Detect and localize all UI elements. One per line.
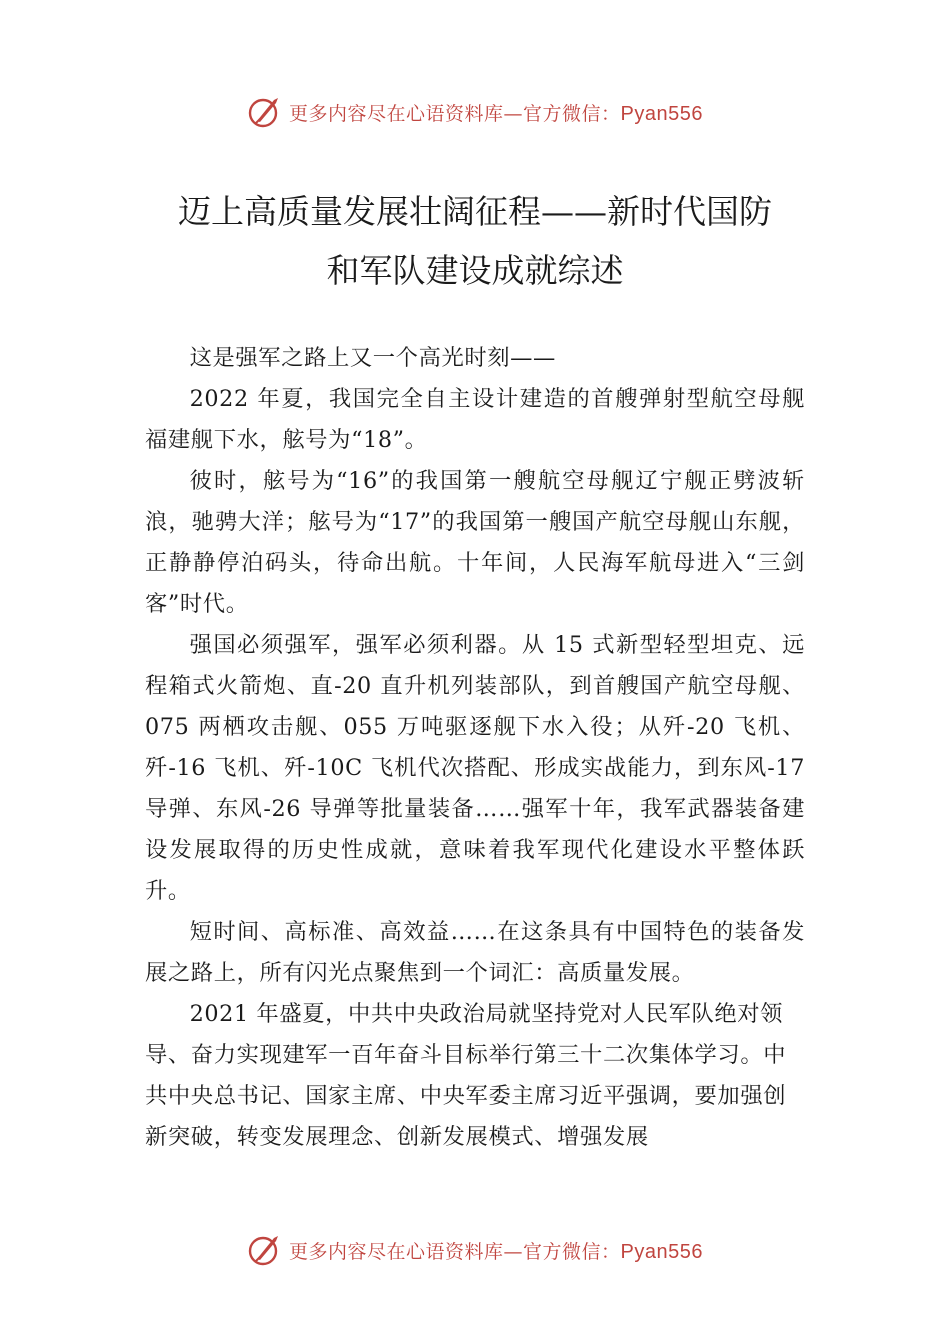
footer-banner [0, 1232, 950, 1268]
article-body [145, 338, 805, 1158]
paragraph-5: 短时间、高标准、高效益……在这条具有中国特色的装备发展之路上，所有闪光点聚焦到一个词汇：高质量发展。 [145, 919, 805, 986]
paragraph-1: 这是强军之路上又一个高光时刻—— [189, 345, 556, 371]
paragraph-4: 强国必须强军，强军必须利器。从 15 式新型轻型坦克、远程箱式火箭炮、直-20 直升机列装部队，到首艘国产航空母舰、075 两栖攻击舰、055 万吨驱逐舰下水入役；从歼-20 飞机、歼-16 飞机、歼-10C 飞机代次搭配、形成实战能力，到东风-17 导弹、东风-26 导弹等批量装备……强军十年，我军武器装备建设发展取得的历史性成就，意味着我军现代化建设水平整体跃升。 [145, 632, 805, 904]
document-title [110, 182, 840, 300]
footer-banner-label: 更多内容尽在心语资料库—官方微信： [289, 1240, 621, 1263]
quill-pen-logo-icon [247, 1232, 283, 1268]
header-banner [0, 94, 950, 130]
header-banner-label: 更多内容尽在心语资料库—官方微信： [289, 102, 621, 125]
footer-banner-text [289, 1237, 703, 1264]
title-line-1: 迈上高质量发展壮阔征程——新时代国防 [178, 192, 772, 231]
paragraph-2: 2022 年夏，我国完全自主设计建造的首艘弹射型航空母舰福建舰下水，舷号为“18”。 [145, 386, 805, 453]
paragraph-3: 彼时，舷号为“16”的我国第一艘航空母舰辽宁舰正劈波斩浪，驰骋大洋；舷号为“17”的我国第一艘国产航空母舰山东舰，正静静停泊码头，待命出航。十年间，人民海军航母进入“三剑客”时代。 [145, 468, 805, 617]
paragraph-6: 2021 年盛夏，中共中央政治局就坚持党对人民军队绝对领导、奋力实现建军一百年奋斗目标举行第三十二次集体学习。中共中央总书记、国家主席、中央军委主席习近平强调，要加强创新突破，转变发展理念、创新发展模式、增强发展 [145, 1001, 787, 1150]
quill-pen-logo-icon [247, 94, 283, 130]
title-line-2: 和军队建设成就综述 [326, 251, 624, 290]
header-banner-text [289, 99, 703, 126]
footer-banner-handle: Pyan556 [620, 1240, 703, 1263]
header-banner-handle: Pyan556 [620, 102, 703, 125]
